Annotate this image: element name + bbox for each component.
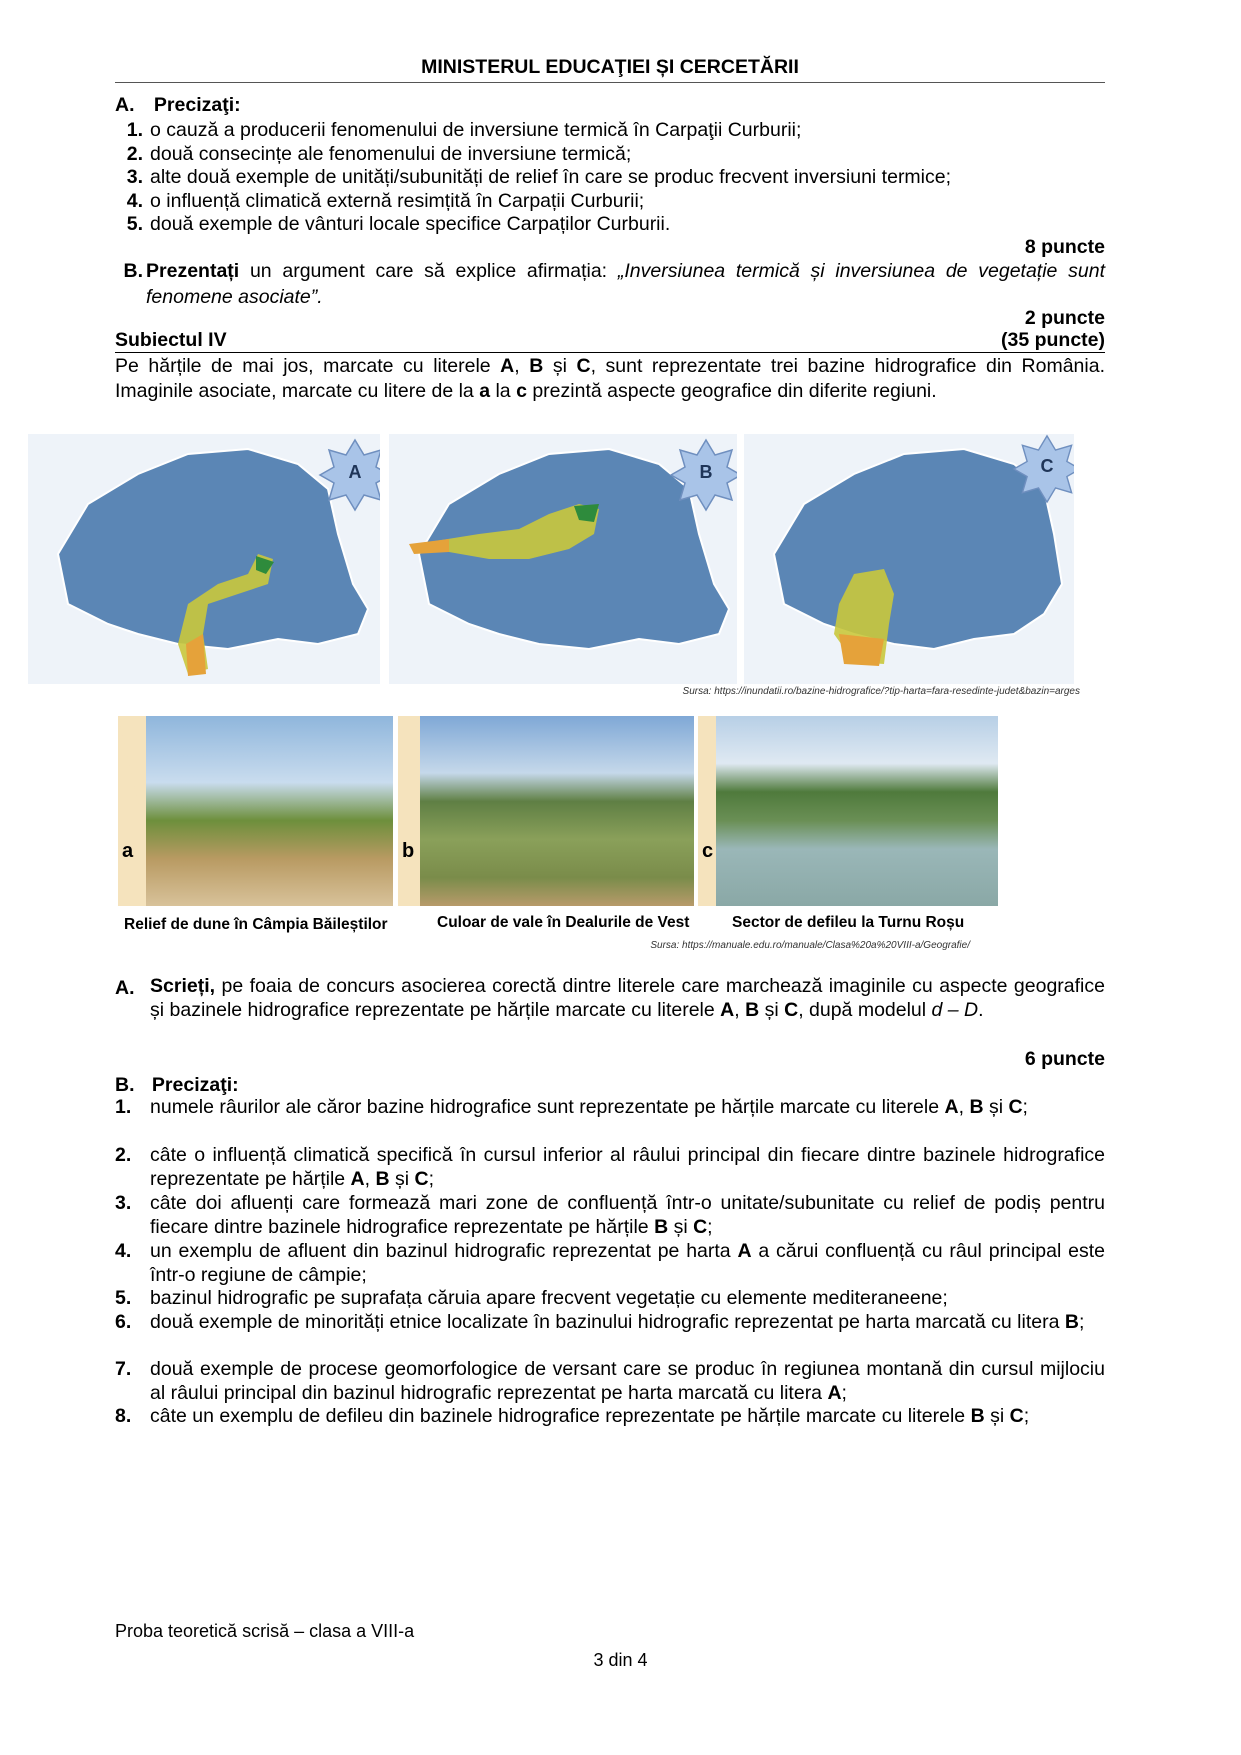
item-number: 2. xyxy=(126,143,143,165)
subject-points: (35 puncte) xyxy=(1000,329,1105,351)
section-b-points: 2 puncte xyxy=(1024,307,1105,329)
item-text: două exemple de minorități etnice localizate în bazinului hidrografic reprezentat pe harta marcată cu litera B; xyxy=(150,1311,1085,1333)
item-number: 7. xyxy=(115,1358,132,1380)
item-text: două consecințe ale fenomenului de inversiune termică; xyxy=(150,143,632,165)
section-label: A. xyxy=(115,94,135,116)
item-text: un exemplu de afluent din bazinul hidrografic reprezentat pe harta A a cărui confluență cu râul principal este într-o regiune de câmpie; xyxy=(150,1240,1105,1286)
item-text: două exemple de vânturi locale specifice Carpaților Curburii. xyxy=(150,213,671,235)
item-text: câte un exemplu de defileu din bazinele hidrografice reprezentate pe hărțile marcate cu literele B și C; xyxy=(150,1405,1030,1427)
subject-title-row xyxy=(115,328,1105,353)
page-number: 3 din 4 xyxy=(593,1650,648,1670)
letter: a xyxy=(479,380,491,402)
photo-c xyxy=(698,716,998,906)
photo-c-triangle xyxy=(698,716,998,906)
item-number: 2. xyxy=(115,1144,132,1166)
item-text: câte o influență climatică specifică în cursul inferior al râului principal din fiecare dintre bazinele hidrografice reprezentate pe hărțile A, B și C; xyxy=(150,1144,1105,1190)
statement: . xyxy=(978,998,984,1021)
intro-text: prezintă aspecte geografice din diferite regiuni. xyxy=(526,380,937,402)
section-a-bottom-points: 6 puncte xyxy=(1024,1048,1105,1070)
list-item xyxy=(115,1192,1105,1239)
list-item xyxy=(115,117,1105,141)
list-item xyxy=(115,1096,1105,1120)
map-label-star xyxy=(669,438,737,512)
intro-text: și xyxy=(543,355,577,377)
item-number: 5. xyxy=(126,213,143,235)
list-item xyxy=(115,141,1105,165)
section-a-bottom xyxy=(115,975,1105,1047)
maps-source: Sursa: https://inundatii.ro/bazine-hidrografice/?tip-harta=fara-resedinte-judet&bazin=arges xyxy=(682,686,1080,697)
letter: c xyxy=(516,380,527,402)
photo-caption: Sector de defileu la Turnu Roșu xyxy=(732,914,965,931)
list-item xyxy=(115,1358,1105,1405)
intro-text: Pe hărțile de mai jos, marcate cu literele xyxy=(115,355,501,377)
list-item xyxy=(115,164,1105,188)
model: d – D xyxy=(931,998,979,1021)
section-label: A. xyxy=(115,977,135,999)
item-number: 4. xyxy=(126,190,143,212)
list-item xyxy=(115,211,1105,235)
subject-intro xyxy=(115,354,1105,404)
item-text: o influență climatică externă resimțită în Carpații Curburii; xyxy=(150,190,645,212)
section-heading: Precizaţi: xyxy=(153,94,241,116)
statement: , după modelul xyxy=(798,998,932,1021)
statement: pe foaia de concurs asocierea corectă dintre literele care marchează imaginile cu aspecte geografice și bazinele hidrografice reprezentate pe hărțile marcate cu literele xyxy=(150,975,1105,1021)
item-number: 6. xyxy=(115,1311,132,1333)
section-label: B. xyxy=(115,1074,135,1096)
page-header: MINISTERUL EDUCAŢIEI ȘI CERCETĂRII xyxy=(115,56,1105,83)
letter: C xyxy=(576,355,591,377)
map-basin-b xyxy=(389,434,737,684)
item-text: bazinul hidrografic pe suprafața căruia apare frecvent vegetație cu elemente mediteraneene; xyxy=(150,1287,948,1309)
photo-a xyxy=(118,716,393,906)
item-number: 5. xyxy=(115,1287,132,1309)
section-a-heading xyxy=(115,92,1105,118)
section-label: B. xyxy=(123,260,143,282)
section-a-bottom-text xyxy=(150,975,1105,1022)
list-item xyxy=(115,188,1105,212)
item-text: numele râurilor ale căror bazine hidrografice sunt reprezentate pe hărțile marcate cu literele A, B și C; xyxy=(150,1096,1028,1118)
list-item xyxy=(115,1287,1105,1311)
item-text: alte două exemple de unități/subunități de relief în care se produc frecvent inversiuni termice; xyxy=(150,166,952,188)
photo-b xyxy=(398,716,694,906)
photo-caption: Culoar de vale în Dealurile de Vest xyxy=(437,914,690,931)
item-number: 8. xyxy=(115,1405,132,1427)
map-label-star xyxy=(1012,434,1074,504)
quote: „Inversiunea termică și inversiunea de vegetație sunt fenomene asociate”. xyxy=(146,260,1105,308)
item-number: 1. xyxy=(126,119,143,141)
verb: Scrieți, xyxy=(150,975,216,997)
intro-text: , xyxy=(514,355,530,377)
photo-letter: b xyxy=(402,840,415,862)
verb: Prezentați xyxy=(146,260,240,282)
photo-b-triangle xyxy=(398,716,694,906)
map-letter: B xyxy=(699,462,713,482)
photo-letter: c xyxy=(702,840,714,862)
item-number: 3. xyxy=(126,166,143,188)
letter: C xyxy=(784,998,799,1021)
item-number: 1. xyxy=(115,1096,132,1118)
footer-left: Proba teoretică scrisă – clasa a VIII-a xyxy=(115,1621,415,1641)
statement: un argument care să explice afirmația: xyxy=(239,260,618,282)
map-label-star xyxy=(318,438,380,512)
item-text: câte doi afluenți care formează mari zone de confluență într-o unitate/subunitate cu relief de podiș pentru fiecare dintre bazinele hidrografice reprezentate pe hărțile B și C; xyxy=(150,1192,1105,1238)
photo-letter: a xyxy=(122,840,134,862)
letter: A xyxy=(720,998,735,1021)
list-item xyxy=(115,1144,1105,1191)
section-b-bottom-heading xyxy=(115,1072,1105,1098)
item-number: 4. xyxy=(115,1240,132,1262)
section-b-text xyxy=(146,258,1105,310)
section-heading: Precizaţi: xyxy=(151,1074,239,1096)
photo-a-triangle xyxy=(118,716,393,906)
section-b-top xyxy=(115,258,1105,310)
intro-text: la xyxy=(490,380,517,402)
map-basin-a xyxy=(28,434,380,684)
item-number: 3. xyxy=(115,1192,132,1214)
list-item xyxy=(115,1240,1105,1287)
letter: A xyxy=(500,355,515,377)
photos-source: Sursa: https://manuale.edu.ro/manuale/Clasa%20a%20VIII-a/Geografie/ xyxy=(650,940,970,951)
letter: B xyxy=(745,998,760,1021)
list-item xyxy=(115,1405,1105,1429)
letter: B xyxy=(529,355,544,377)
statement: , xyxy=(734,998,746,1021)
list-item xyxy=(115,1311,1105,1335)
section-a-points: 8 puncte xyxy=(1024,236,1105,258)
map-letter: C xyxy=(1040,456,1054,476)
map-basin-c xyxy=(744,434,1074,684)
subject-title: Subiectul IV xyxy=(115,329,227,351)
intro-text: , sunt reprezentate trei bazine hidrografice din România. Imaginile asociate, marcate cu litere de la xyxy=(115,355,1105,402)
photo-caption: Relief de dune în Câmpia Băileștilor xyxy=(124,916,388,933)
item-text: o cauză a producerii fenomenului de inversiune termică în Carpaţii Curburii; xyxy=(150,119,802,141)
map-letter: A xyxy=(348,462,362,482)
item-text: două exemple de procese geomorfologice de versant care se produc în regiunea montană din cursul mijlociu al râului principal din bazinul hidrografic reprezentat pe harta marcată cu litera A; xyxy=(150,1358,1105,1404)
statement: și xyxy=(759,998,785,1021)
